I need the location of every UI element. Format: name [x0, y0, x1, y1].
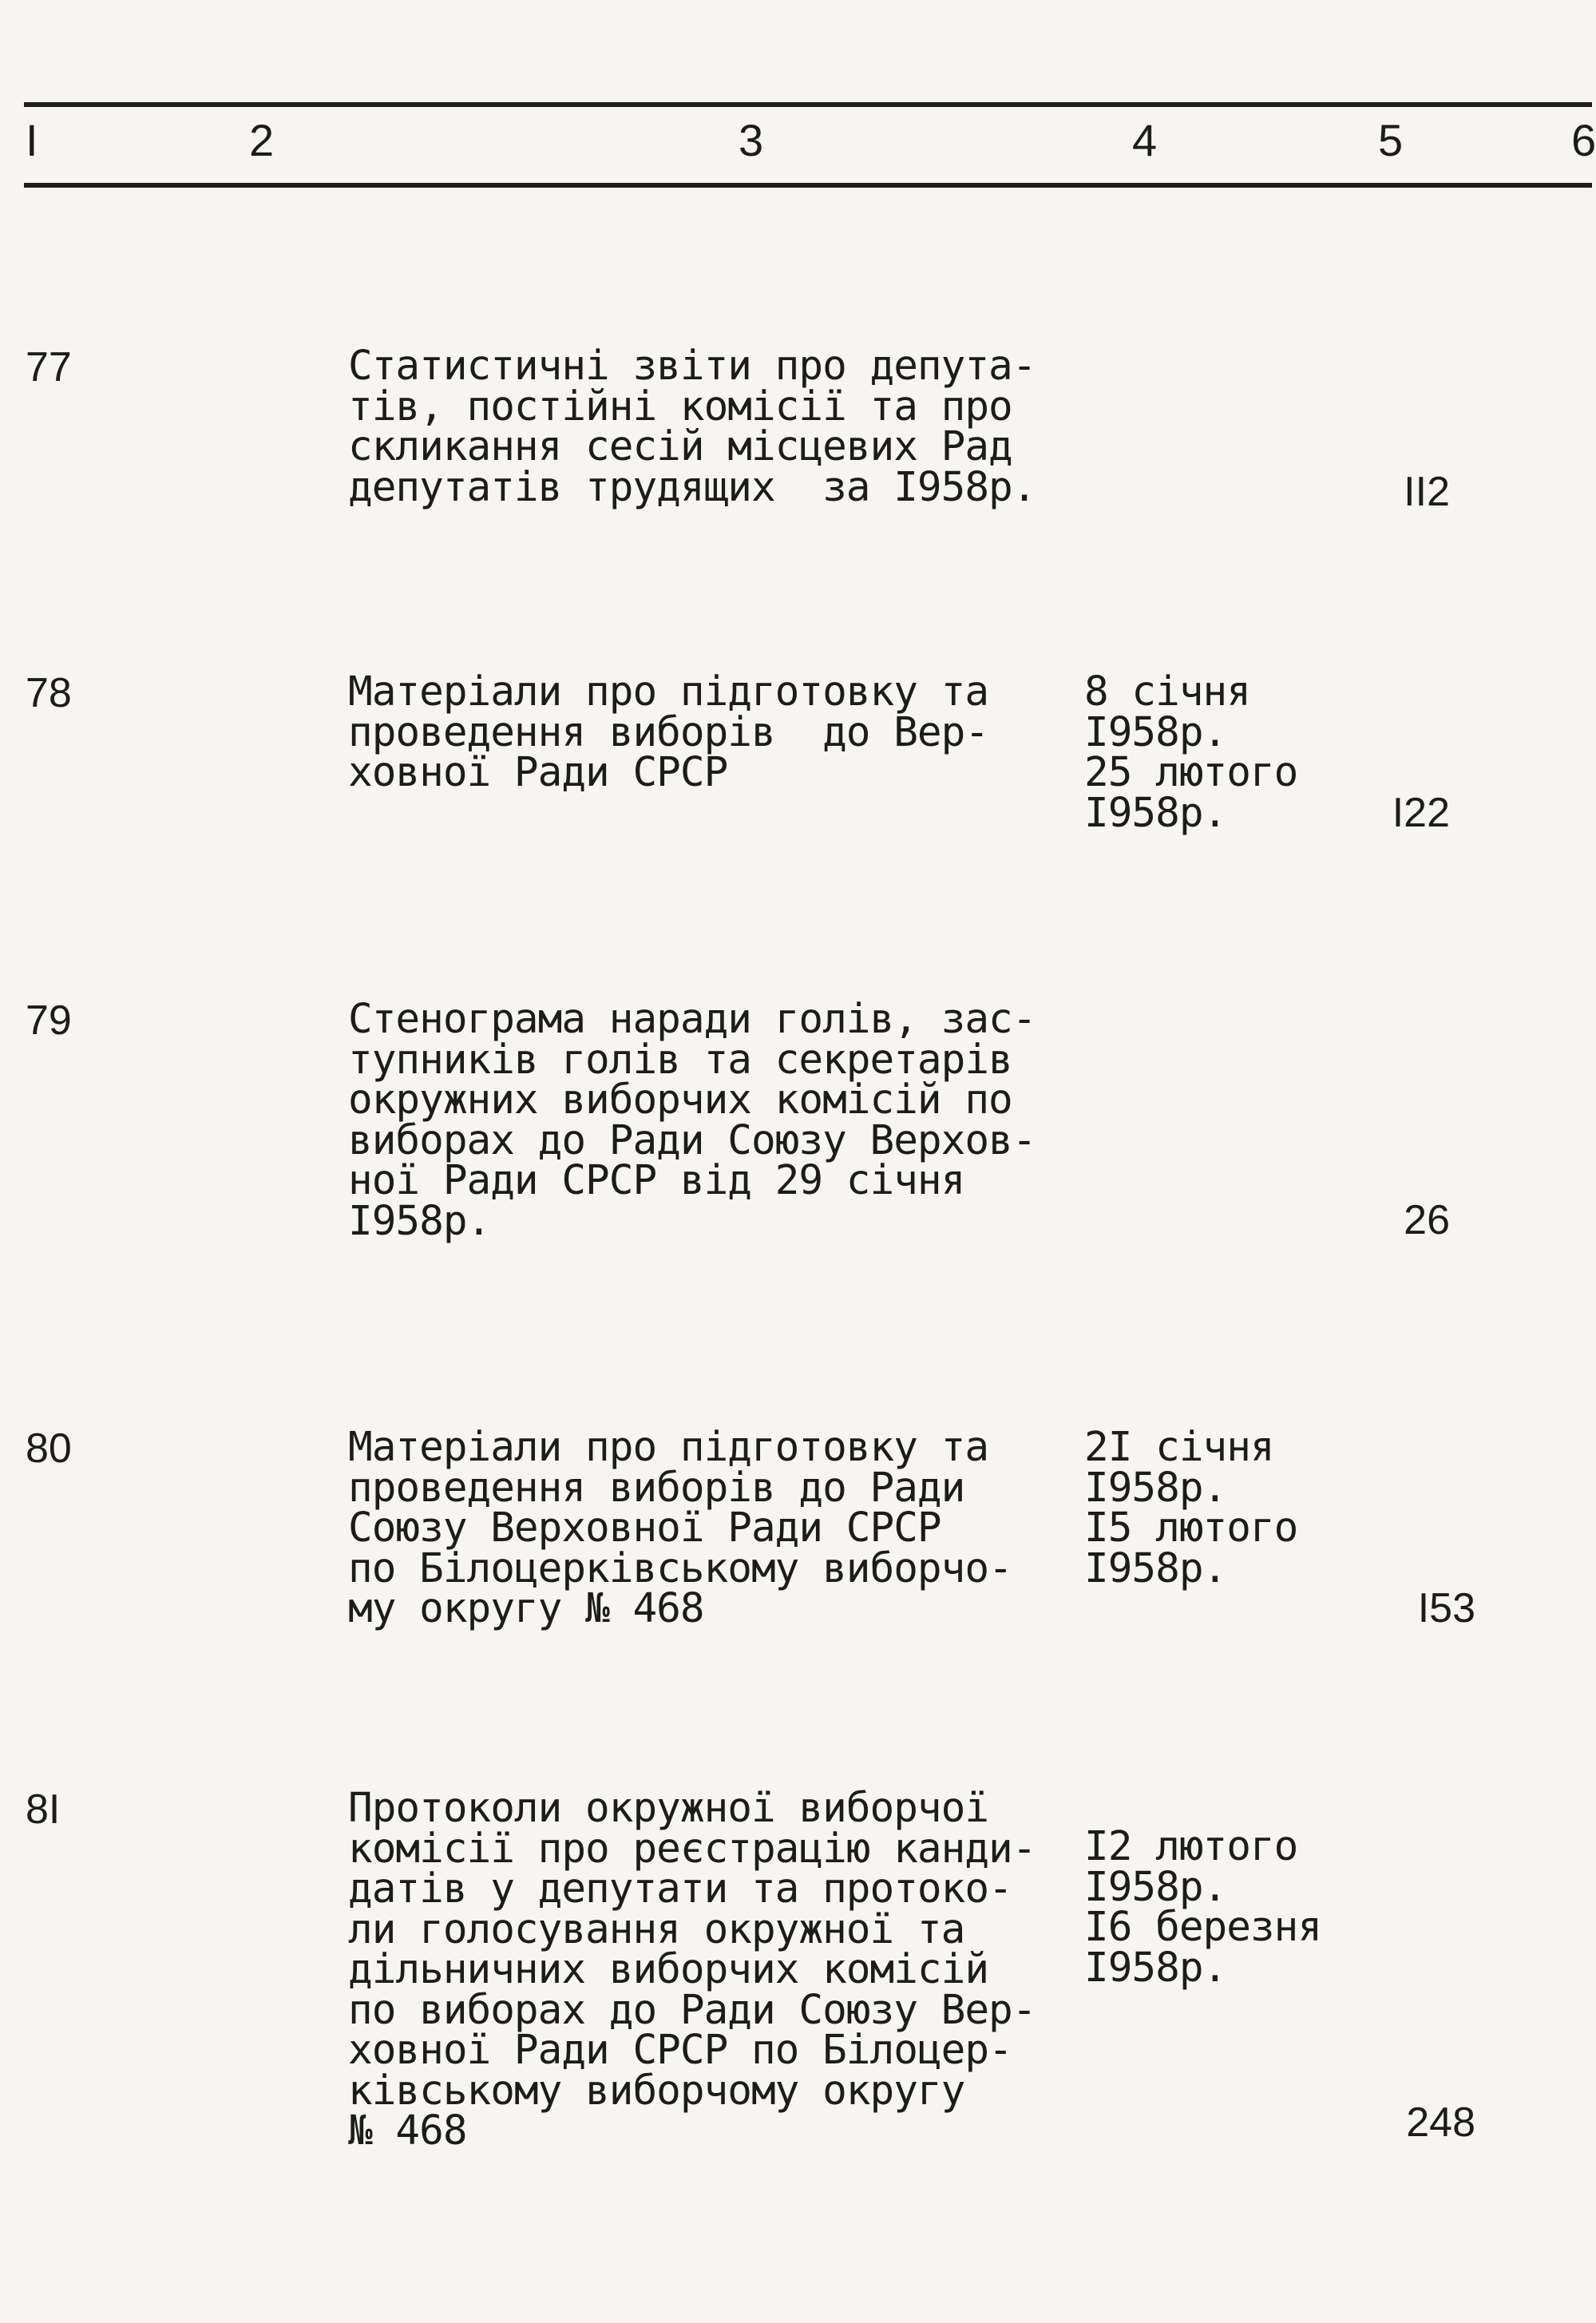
column-number-5: 5	[1378, 115, 1404, 165]
entry-sheet-count: 26	[1404, 1197, 1450, 1243]
entry-sheet-count: I22	[1392, 790, 1450, 836]
entry-number: 77	[26, 344, 72, 390]
header-top-rule	[24, 102, 1592, 107]
column-number-2: 2	[249, 115, 275, 165]
column-number-1: I	[26, 115, 38, 165]
entry-sheet-count: II2	[1404, 469, 1450, 515]
entry-title: Матеріали про підготовку та проведення виборів до Ради Союзу Верховної Ради СРСР по Білоцерківському виборчо- му округу № 468	[348, 1424, 1012, 1632]
entry-sheet-count: I53	[1417, 1585, 1475, 1631]
entry-sheet-count: 248	[1406, 2099, 1475, 2146]
entry-number: 80	[26, 1425, 72, 1472]
header-bottom-rule	[24, 183, 1592, 188]
entry-title: Протоколи окружної виборчої комісії про реєстрацію канди- датів у депутати та протоко- ли голосування окружної та дільничних виборчих комісій по виборах до Ради Союзу Вер- ховної Ради СРСР по Білоцер- ківському виборчому округу № 468	[348, 1785, 1036, 2155]
entry-number: 79	[26, 997, 72, 1044]
entry-dates: 2I січня I958р. I5 лютого I958р.	[1084, 1424, 1298, 1592]
entry-title: Стенограма наради голів, зас- тупників голів та секретарів окружних виборчих комісій по виборах до Ради Союзу Верхов- ної Ради СРСР від 29 січня I958р.	[348, 996, 1036, 1245]
column-number-3: 3	[739, 115, 764, 165]
entry-dates: I2 лютого I958р. I6 березня I958р.	[1084, 1823, 1322, 1992]
entry-title: Матеріали про підготовку та проведення виборів до Вер- ховної Ради СРСР	[348, 668, 989, 796]
entry-number: 8I	[26, 1786, 61, 1833]
entry-number: 78	[26, 670, 72, 716]
entry-title: Статистичні звіти про депута- тів, постійні комісії та про скликання сесій місцевих Рад депутатів трудящих за I958р.	[348, 343, 1036, 511]
entry-dates: 8 січня I958р. 25 лютого I958р.	[1084, 668, 1298, 837]
column-number-4: 4	[1132, 115, 1158, 165]
column-number-6: 6	[1571, 115, 1596, 165]
